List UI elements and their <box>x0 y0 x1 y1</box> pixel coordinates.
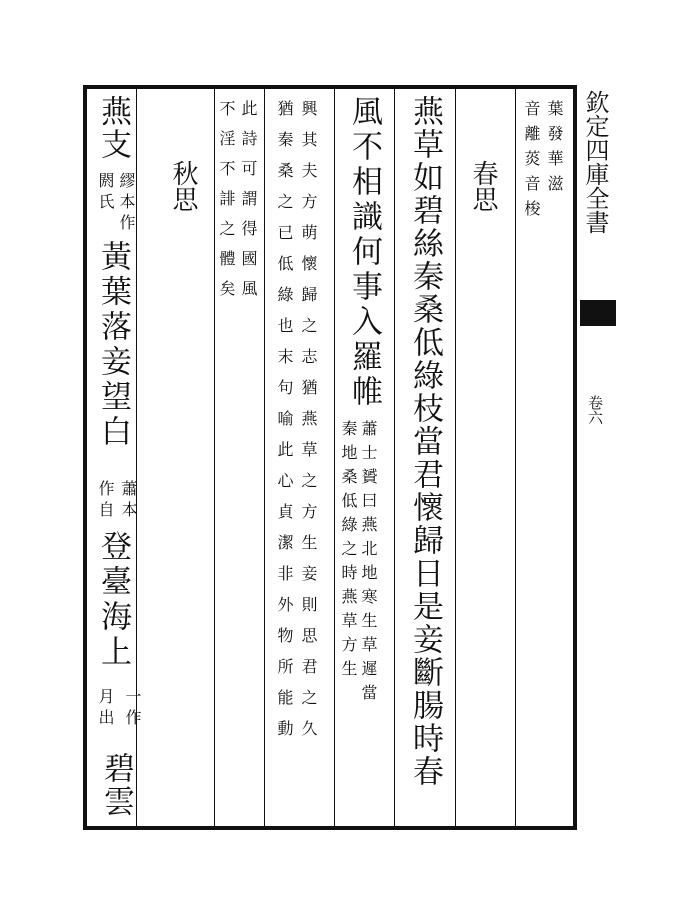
fishtail-mark <box>580 300 616 326</box>
poem-text: 登臺海上 <box>95 530 131 670</box>
variant-note: 月出 <box>96 688 115 730</box>
poem-text: 風不相識何事入羅帷 <box>346 95 382 410</box>
column-rule <box>334 85 335 830</box>
volume-label: 卷六 <box>586 395 604 425</box>
poem-text: 黃葉落妾望白 <box>95 240 131 450</box>
page-frame <box>83 85 577 830</box>
variant-note: 作自 <box>96 480 115 522</box>
poem-text: 碧雲 <box>98 752 134 818</box>
column-rule <box>214 85 215 830</box>
column-rule <box>394 85 395 830</box>
poem-text: 燕草如碧絲秦桑低綠枝當君懷歸日是妾斷腸時春 <box>407 95 443 788</box>
poem-text: 燕支 <box>95 95 131 161</box>
commentary-line: 興其夫方萌懷歸之志猶燕草之方生妾則思君之久 <box>299 100 318 751</box>
commentary-line: 蕭士贇曰燕北地寒生草遲當 <box>359 420 378 708</box>
variant-note: 閼氏 <box>96 172 115 214</box>
poem-title: 春思 <box>468 160 498 212</box>
commentary-line: 不淫不誹之體矣 <box>217 100 236 310</box>
column-rule <box>455 85 456 830</box>
book-margin <box>577 85 617 830</box>
poem-title: 秋思 <box>168 160 198 212</box>
variant-note: 一作 <box>123 688 142 730</box>
variant-note: 蕭本 <box>119 480 138 522</box>
note-line: 音離菼音梭 <box>522 100 541 225</box>
column-rule <box>264 85 265 830</box>
note-line: 葉發華滋 <box>545 100 564 200</box>
book-title: 欽定四庫全書 <box>581 90 609 234</box>
column-rule <box>515 85 516 830</box>
variant-note: 繆本作 <box>117 172 136 235</box>
commentary-line: 猶秦桑之已低綠也末句喻此心貞潔非外物所能動 <box>275 100 294 751</box>
commentary-line: 秦地桑低綠之時燕草方生 <box>339 420 358 684</box>
commentary-line: 此詩可謂得國風 <box>239 100 258 310</box>
